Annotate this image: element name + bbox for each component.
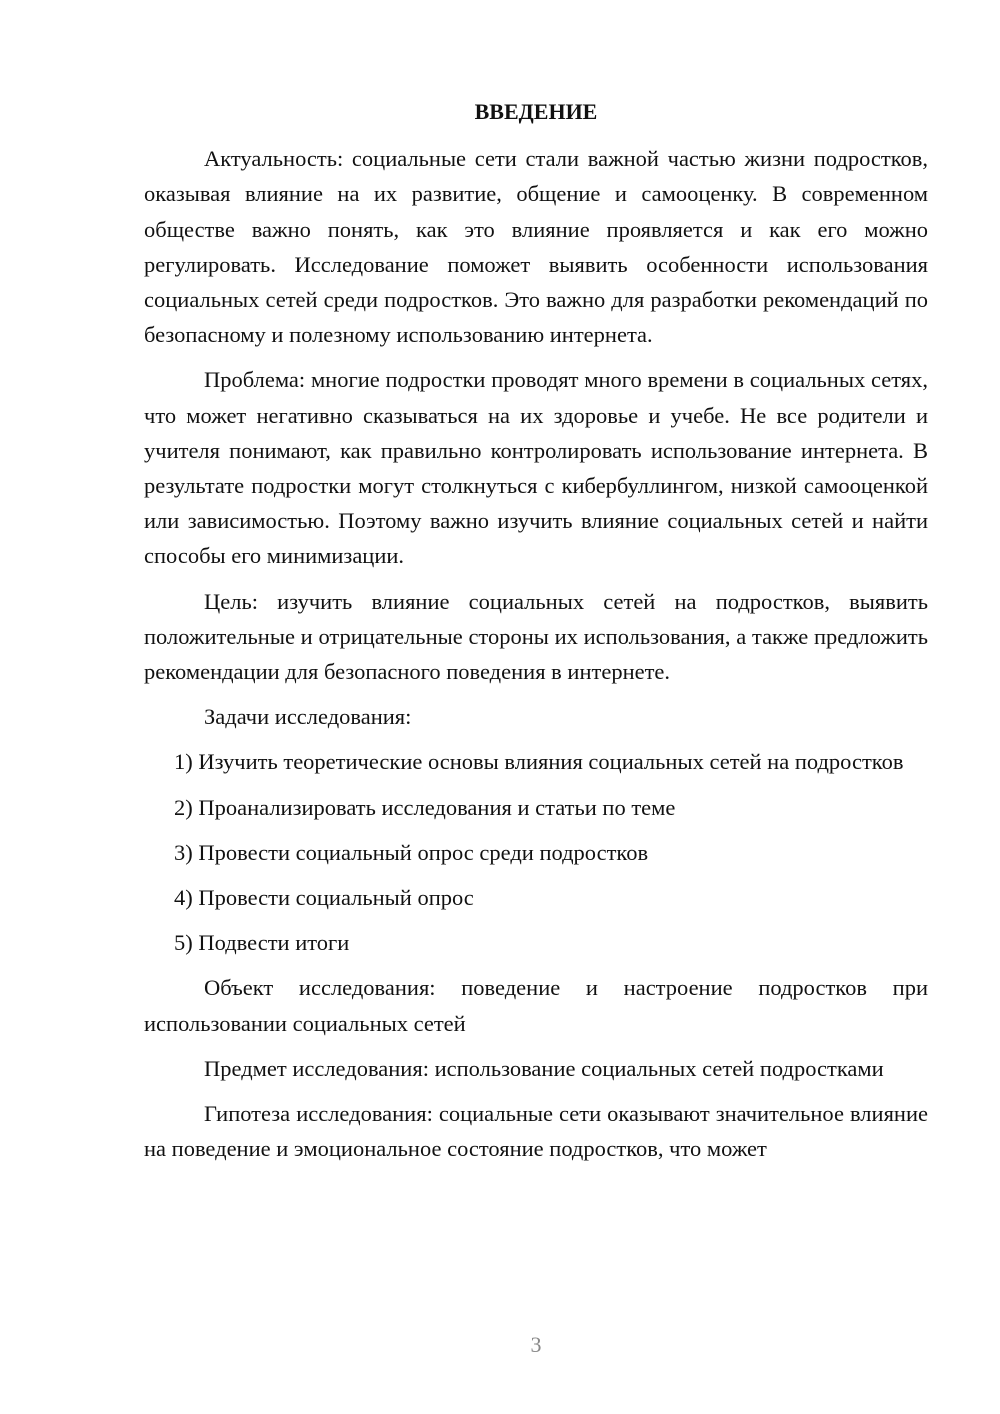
task-item: 4) Провести социальный опрос	[174, 885, 474, 911]
task-item: 3) Провести социальный опрос среди подростков	[174, 839, 649, 865]
goal-paragraph: Цель: изучить влияние социальных сетей на подростков, выявить положительные и отрицательные стороны их использования, а также предложить рекомендации для безопасного поведения в интернете.	[144, 588, 928, 685]
subject-paragraph: Предмет исследования: использование социальных сетей подростками	[204, 1055, 884, 1081]
tasks-title: Задачи исследования:	[204, 704, 412, 730]
page-number: 3	[530, 1332, 542, 1357]
task-item: 5) Подвести итоги	[174, 930, 350, 956]
task-item: 2) Проанализировать исследования и статьи по теме	[174, 794, 676, 820]
problem-paragraph: Проблема: многие подростки проводят много времени в социальных сетях, что может негативно сказываться на их здоровье и учебе. Не все родители и учителя понимают, как правильно контролировать использование интернета. В результате подростки могут столкнуться с кибербуллингом, низкой самооценкой или зависимостью. Поэтому важно изучить влияние социальных сетей и найти способы его минимизации.	[144, 367, 928, 569]
section-heading: ВВЕДЕНИЕ	[474, 99, 598, 124]
task-item: 1) Изучить теоретические основы влияния социальных сетей на подростков	[174, 749, 904, 775]
relevance-paragraph: Актуальность: социальные сети стали важной частью жизни подростков, оказывая влияние на их развитие, общение и самооценку. В современном обществе важно понять, как это влияние проявляется и как его можно регулировать. Исследование поможет выявить особенности использования социальных сетей среди подростков. Это важно для разработки рекомендаций по безопасному и полезному использованию интернета.	[144, 146, 928, 348]
page-content	[144, 94, 928, 1176]
hypothesis-paragraph: Гипотеза исследования: социальные сети оказывают значительное влияние на поведение и эмоциональное состояние подростков, что может	[144, 1101, 928, 1162]
object-paragraph: Объект исследования: поведение и настроение подростков при использовании социальных сетей	[144, 975, 928, 1036]
